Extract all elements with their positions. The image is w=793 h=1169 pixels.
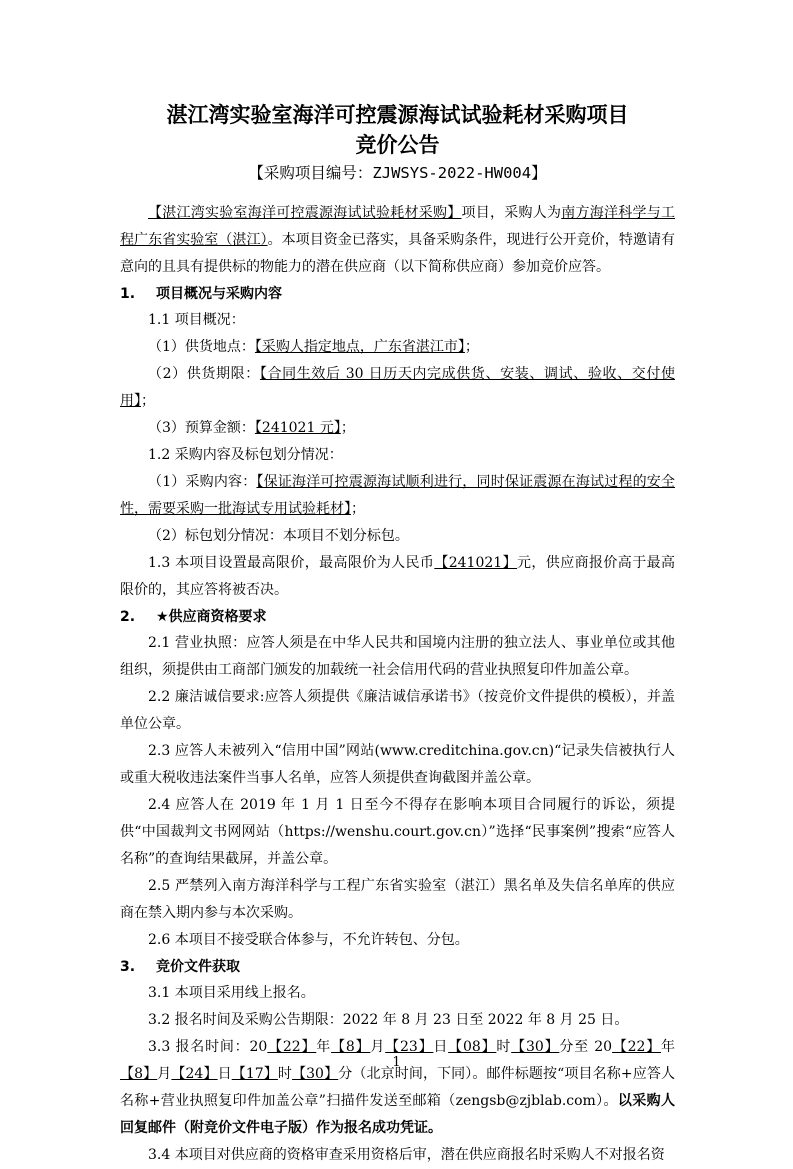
section-heading-1: 1. 项目概况与采购内容	[120, 286, 282, 302]
registration-proof: 以采购人回复邮件（附竞价文件电子版）作为报名成功凭证。	[120, 1093, 675, 1136]
paragraph-2-1: 2.1 营业执照：应答人须是在中华人民共和国境内注册的独立法人、事业单位或其他组织，须提供由工商部门颁发的加载统一社会信用代码的营业执照复印件加盖公章。	[120, 635, 675, 678]
paragraph-1-2: 1.2 采购内容及标包划分情况：	[148, 447, 343, 463]
paragraph-1-3: 1.3 本项目设置最高限价，最高限价为人民币【241021】元，供应商报价高于最高限价的，其应答将被否决。	[120, 555, 676, 598]
project-number: 【采购项目编号：ZJWSYS-2022-HW004】	[248, 164, 547, 182]
procurement-content: （1）采购内容：【保证海洋可控震源海试顺利进行，同时保证震源在海试过程的安全性，需要采购一批海试专用试验耗材】；	[120, 474, 675, 517]
paragraph-3-2: 3.2 报名时间及采购公告期限：2022 年 8 月 23 日至 2022 年 8 月 25 日。	[148, 1012, 629, 1028]
delivery-period: （2）供货期限：【合同生效后 30 日历天内完成供货、安装、调试、验收、交付使用】；	[120, 366, 675, 409]
paragraph-1-1: 1.1 项目概况：	[148, 312, 245, 328]
budget: （3）预算金额：【241021 元】；	[148, 420, 355, 436]
document-title-line2: 竞价公告	[355, 133, 440, 157]
intro-paragraph: 【湛江湾实验室海洋可控震源海试试验耗材采购】项目，采购人为南方海洋科学与工程广东省实验室（湛江）。本项目资金已落实，具备采购条件，现进行公开竞价，特邀请有意向的且具有提供标的物能力的潜在供应商（以下简称供应商）参加竞价应答。	[120, 205, 676, 275]
paragraph-3-1: 3.1 本项目采用线上报名。	[148, 985, 315, 1001]
page-number: 1	[392, 1055, 401, 1070]
paragraph-2-5: 2.5 严禁列入南方海洋科学与工程广东省实验室（湛江）黑名单及失信名单库的供应商在禁入期内参与本次采购。	[120, 878, 675, 921]
paragraph-3-3: 3.3 报名时间：20【22】年【8】月【23】日【08】时【30】分至 20【22】年【8】月【24】日【17】时【30】分（北京时间，下同）。邮件标题按“项目名称+应答人名称+营业执照复印件加盖公章”扫描件发送至邮箱（zengsb@zjblab.com）。以采购人回复邮件（附竞价文件电子版）作为报名成功凭证。	[120, 1039, 676, 1136]
section-heading-3: 3. 竞价文件获取	[120, 959, 240, 975]
paragraph-2-3: 2.3 应答人未被列入“信用中国”网站(www.creditchina.gov.cn)“记录失信被执行人或重大税收违法案件当事人名单，应答人须提供查询截图并盖公章。	[120, 743, 675, 786]
paragraph-2-6: 2.6 本项目不接受联合体参与，不允许转包、分包。	[148, 932, 469, 948]
lot-division: （2）标包划分情况：本项目不划分标包。	[148, 528, 409, 544]
paragraph-3-4: 3.4 本项目对供应商的资格审查采用资格后审，潜在供应商报名时采购人不对报名资	[148, 1147, 665, 1163]
project-name: 【湛江湾实验室海洋可控震源海试试验耗材采购】	[148, 205, 462, 221]
delivery-place: （1）供货地点：【采购人指定地点，广东省湛江市】；	[148, 339, 479, 355]
paragraph-2-4: 2.4 应答人在 2019 年 1 月 1 日至今不得存在影响本项目合同履行的诉讼，须提供“中国裁判文书网网站（https://wenshu.court.gov.cn）”选择“民事案例”搜索“应答人名称”的查询结果截屏，并盖公章。	[120, 797, 675, 867]
document-title: 湛江湾实验室海洋可控震源海试试验耗材采购项目	[166, 103, 629, 127]
paragraph-2-2: 2.2 廉洁诚信要求:应答人须提供《廉洁诚信承诺书》（按竞价文件提供的模板），并盖单位公章。	[120, 689, 675, 732]
purchaser-name: 南方海洋科学与工程广东省实验室（湛江）	[120, 205, 675, 248]
section-heading-2: 2. ★供应商资格要求	[120, 609, 267, 625]
